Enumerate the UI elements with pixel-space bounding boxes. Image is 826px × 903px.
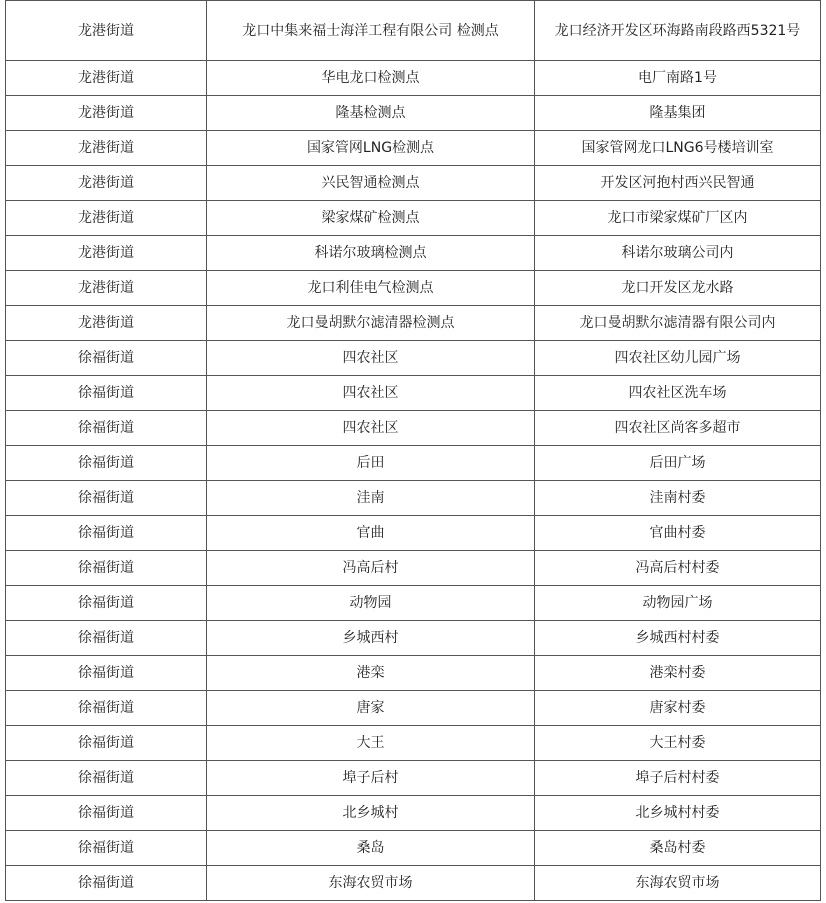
site-cell: 桑岛: [207, 831, 535, 866]
site-cell: 科诺尔玻璃检测点: [207, 236, 535, 271]
site-cell: 洼南: [207, 481, 535, 516]
table-row: [6, 656, 821, 691]
site-cell: 唐家: [207, 691, 535, 726]
site-cell: 龙口中集来福士海洋工程有限公司 检测点: [207, 1, 535, 61]
site-cell: 动物园: [207, 586, 535, 621]
address-cell: 四农社区幼儿园广场: [535, 341, 821, 376]
table-row: [6, 1, 821, 61]
district-cell: 徐福街道: [6, 831, 207, 866]
site-cell: 龙口曼胡默尔滤清器检测点: [207, 306, 535, 341]
district-cell: 徐福街道: [6, 341, 207, 376]
district-cell: 徐福街道: [6, 551, 207, 586]
district-cell: 龙港街道: [6, 271, 207, 306]
district-cell: 龙港街道: [6, 201, 207, 236]
address-cell: 隆基集团: [535, 96, 821, 131]
address-cell: 四农社区洗车场: [535, 376, 821, 411]
table-row: [6, 831, 821, 866]
site-cell: 兴民智通检测点: [207, 166, 535, 201]
district-cell: 龙港街道: [6, 1, 207, 61]
district-cell: 徐福街道: [6, 796, 207, 831]
district-cell: 龙港街道: [6, 131, 207, 166]
site-cell: 华电龙口检测点: [207, 61, 535, 96]
district-cell: 徐福街道: [6, 866, 207, 901]
district-cell: 龙港街道: [6, 61, 207, 96]
district-cell: 徐福街道: [6, 411, 207, 446]
table-row: [6, 621, 821, 656]
table-row: [6, 131, 821, 166]
table-row: [6, 236, 821, 271]
site-cell: 东海农贸市场: [207, 866, 535, 901]
site-cell: 冯高后村: [207, 551, 535, 586]
address-cell: 龙口开发区龙水路: [535, 271, 821, 306]
district-cell: 龙港街道: [6, 236, 207, 271]
site-cell: 国家管网LNG检测点: [207, 131, 535, 166]
address-cell: 埠子后村村委: [535, 761, 821, 796]
table-row: [6, 866, 821, 901]
district-cell: 徐福街道: [6, 691, 207, 726]
table-row: [6, 271, 821, 306]
district-cell: 徐福街道: [6, 726, 207, 761]
table-row: [6, 691, 821, 726]
district-cell: 徐福街道: [6, 446, 207, 481]
address-cell: 唐家村委: [535, 691, 821, 726]
address-cell: 龙口经济开发区环海路南段路西5321号: [535, 1, 821, 61]
site-cell: 梁家煤矿检测点: [207, 201, 535, 236]
district-cell: 徐福街道: [6, 481, 207, 516]
address-cell: 北乡城村村委: [535, 796, 821, 831]
table-row: [6, 481, 821, 516]
address-cell: 后田广场: [535, 446, 821, 481]
site-cell: 大王: [207, 726, 535, 761]
site-cell: 四农社区: [207, 411, 535, 446]
address-cell: 桑岛村委: [535, 831, 821, 866]
table-row: [6, 411, 821, 446]
site-cell: 龙口利佳电气检测点: [207, 271, 535, 306]
table-row: [6, 201, 821, 236]
address-cell: 国家管网龙口LNG6号楼培训室: [535, 131, 821, 166]
site-cell: 隆基检测点: [207, 96, 535, 131]
address-cell: 大王村委: [535, 726, 821, 761]
district-cell: 徐福街道: [6, 376, 207, 411]
table-row: [6, 551, 821, 586]
table-row: [6, 586, 821, 621]
address-cell: 龙口曼胡默尔滤清器有限公司内: [535, 306, 821, 341]
address-cell: 洼南村委: [535, 481, 821, 516]
address-cell: 港栾村委: [535, 656, 821, 691]
testing-sites-table: [5, 0, 821, 901]
table-row: [6, 761, 821, 796]
table-row: [6, 446, 821, 481]
district-cell: 徐福街道: [6, 516, 207, 551]
site-cell: 埠子后村: [207, 761, 535, 796]
table-row: [6, 166, 821, 201]
address-cell: 东海农贸市场: [535, 866, 821, 901]
site-cell: 乡城西村: [207, 621, 535, 656]
district-cell: 龙港街道: [6, 306, 207, 341]
site-cell: 四农社区: [207, 376, 535, 411]
site-cell: 港栾: [207, 656, 535, 691]
address-cell: 冯高后村村委: [535, 551, 821, 586]
address-cell: 电厂南路1号: [535, 61, 821, 96]
address-cell: 四农社区尚客多超市: [535, 411, 821, 446]
district-cell: 龙港街道: [6, 96, 207, 131]
address-cell: 动物园广场: [535, 586, 821, 621]
table-row: [6, 376, 821, 411]
table-row: [6, 516, 821, 551]
site-cell: 官曲: [207, 516, 535, 551]
district-cell: 徐福街道: [6, 586, 207, 621]
table-row: [6, 796, 821, 831]
table-row: [6, 306, 821, 341]
address-cell: 龙口市梁家煤矿厂区内: [535, 201, 821, 236]
district-cell: 龙港街道: [6, 166, 207, 201]
table-row: [6, 726, 821, 761]
address-cell: 科诺尔玻璃公司内: [535, 236, 821, 271]
table-row: [6, 61, 821, 96]
table-body: [6, 1, 821, 901]
district-cell: 徐福街道: [6, 761, 207, 796]
site-cell: 四农社区: [207, 341, 535, 376]
site-cell: 后田: [207, 446, 535, 481]
site-cell: 北乡城村: [207, 796, 535, 831]
district-cell: 徐福街道: [6, 621, 207, 656]
district-cell: 徐福街道: [6, 656, 207, 691]
address-cell: 乡城西村村委: [535, 621, 821, 656]
table-row: [6, 96, 821, 131]
address-cell: 官曲村委: [535, 516, 821, 551]
table-row: [6, 341, 821, 376]
address-cell: 开发区河抱村西兴民智通: [535, 166, 821, 201]
